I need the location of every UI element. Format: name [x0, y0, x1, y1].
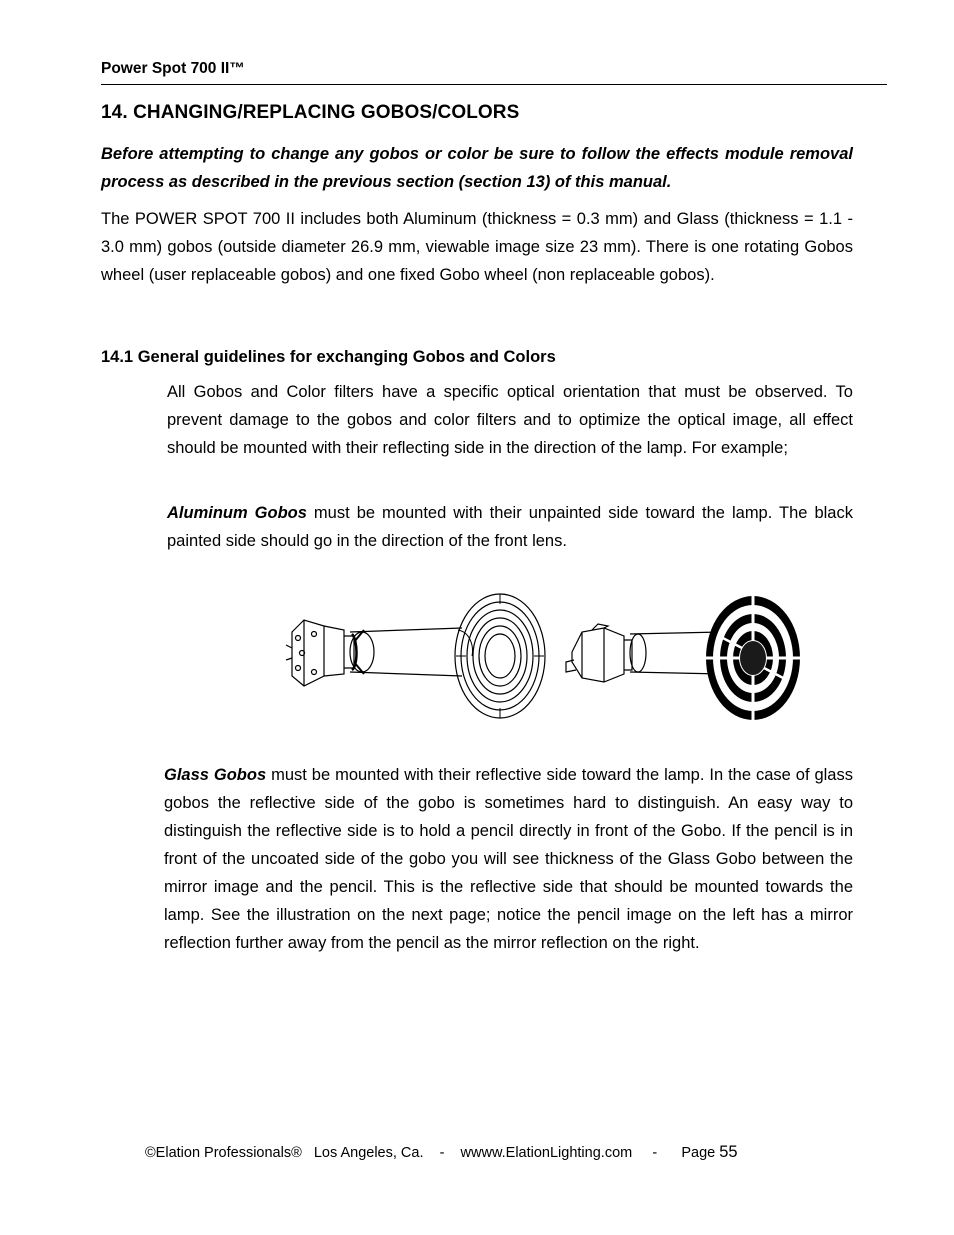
subsection-heading: 14.1 General guidelines for exchanging Gobos and Colors: [101, 348, 556, 366]
header-divider: [101, 84, 887, 85]
footer-text: ©Elation Professionals® Los Angeles, Ca. - wwww.ElationLighting.com - Page: [145, 1145, 720, 1161]
intro-paragraph: The POWER SPOT 700 II includes both Aluminum (thickness = 0.3 mm) and Glass (thickness = 1.1 - 3.0 mm) gobos (outside diameter 26.9 mm, viewable image size 23 mm). There is one rotating Gobos wheel (user replaceable gobos) and one fixed Gobo wheel (non replaceable gobos).: [101, 210, 853, 284]
aluminum-gobo-unpainted-icon: [455, 594, 545, 718]
page-number: 55: [719, 1143, 738, 1161]
page-footer: [145, 1143, 738, 1162]
lamp-gobo-orientation-illustration: [282, 590, 802, 725]
left-lamp-tube: [350, 628, 462, 676]
glass-gobos-lead: Glass Gobos: [164, 766, 267, 784]
aluminum-gobos-lead: Aluminum Gobos: [167, 504, 307, 522]
warning-paragraph: Before attempting to change any gobos or color be sure to follow the effects module removal process as described in the previous section (section 13) of this manual.: [101, 145, 853, 191]
left-lamp-socket: [286, 620, 364, 686]
guideline-paragraph: All Gobos and Color filters have a specific optical orientation that must be observed. To prevent damage to the gobos and color filters and to optimize the optical image, all effect should be mounted with their reflecting side in the direction of the lamp. For example;: [167, 383, 853, 457]
glass-gobos-text: must be mounted with their reflective side toward the lamp. In the case of glass gobos the reflective side of the gobo is sometimes hard to distinguish. An easy way to distinguish the reflective side is to hold a pencil directly in front of the Gobo. If the pencil is in front of the uncoated side of the gobo you will see thickness of the Glass Gobo between the mirror image and the pencil. This is the reflective side that should be mounted towards the lamp. See the illustration on the next page; notice the pencil image on the left has a mirror reflection further away from the pencil as the mirror reflection on the right.: [164, 766, 853, 952]
glass-gobos-paragraph: [164, 761, 853, 957]
section-heading: 14. CHANGING/REPLACING GOBOS/COLORS: [101, 102, 520, 123]
right-lamp-socket: [566, 624, 632, 682]
aluminum-gobos-paragraph: [167, 499, 853, 555]
running-header: Power Spot 700 II™: [101, 60, 245, 77]
aluminum-gobo-painted-icon: [706, 596, 800, 720]
aluminum-gobos-text: must be mounted with their unpainted side toward the lamp. The black painted side should go in the direction of the front lens.: [167, 504, 853, 550]
